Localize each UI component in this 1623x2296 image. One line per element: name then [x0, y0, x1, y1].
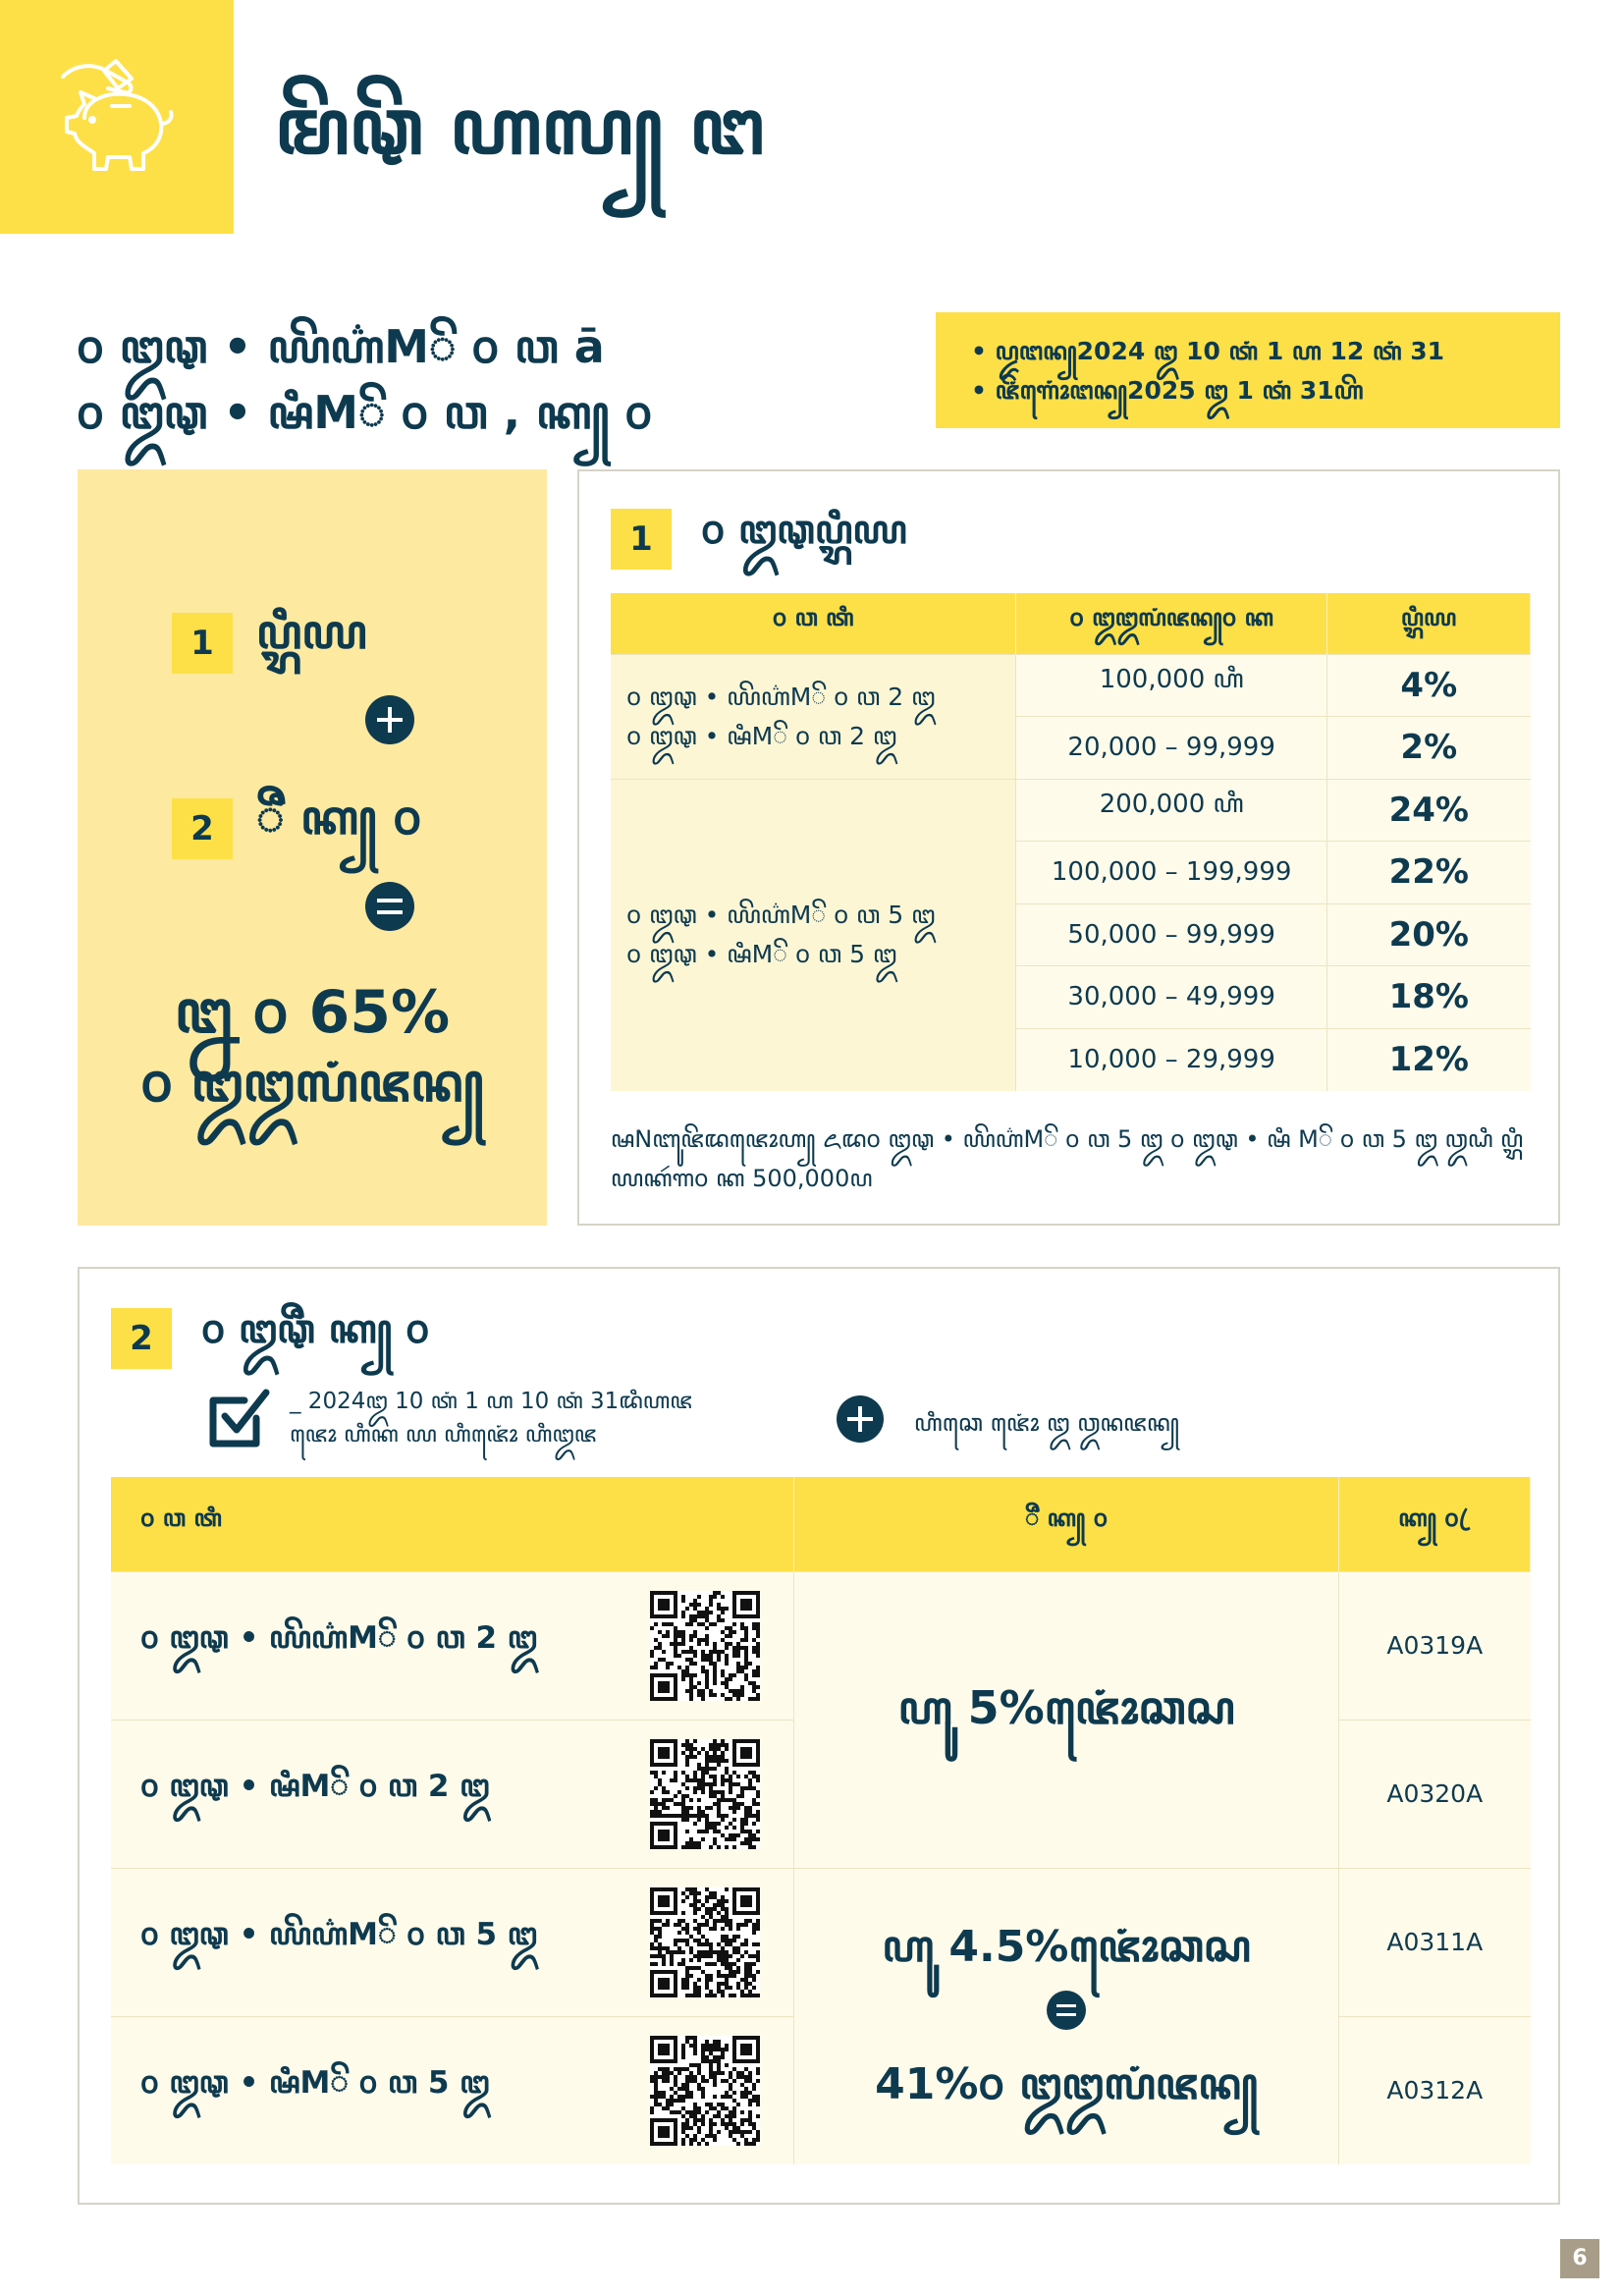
section-2-panel	[78, 1267, 1560, 2205]
product-rate-cell: ꦲꦸ 5%ꦗꦺꦴꦁꦕꦱ	[794, 1571, 1339, 1868]
section-2-title: ꧐ ꦈꦡꦶꦼ ꦏ꧀ ꧐	[201, 1307, 430, 1352]
table-row	[611, 654, 1531, 717]
equals-icon	[365, 882, 414, 931]
amount-cell: 200,000 ꦲꦶ	[1016, 779, 1327, 842]
condition-text: _ 2024ꦈ 10 ꦠꦁ 1 ꦲ 10 ꦠꦁ 31ꦢꦶꦲꦗ ꦗꦺꦴ ꦲꦶꦏ ꦪ ꦲꦶꦗꦺꦴꦁ ꦲꦶꦈꦗ	[290, 1389, 693, 1448]
amount-cell: 30,000 – 49,999	[1016, 966, 1327, 1029]
product-name-cell: ꧐ ꦈꦡ • ꦪꦼꦲ꦳Mꦼ ꧐ ꦮ 5 ꦈ	[111, 1868, 794, 2016]
qr-code-icon[interactable]	[650, 2036, 760, 2146]
table-row	[111, 1571, 1531, 1720]
rate-cell: 12%	[1327, 1028, 1531, 1091]
summary-item-2-label: ꦶꦼ ꦏ꧀ ꧐	[256, 791, 422, 846]
condition-extra-text: ꦲꦶꦕꦺ ꦗꦺꦴꦁ ꦈ ꦎꦤꦗꦤ꧀	[914, 1409, 1180, 1437]
summary-item-1-label: ꦥ꧀ꦫꦶꦪ	[256, 605, 367, 660]
summary-item-1-number: 1	[172, 613, 233, 674]
section-1-title: ꧐ ꦈꦡꦥ꧀ꦫꦶꦪ	[701, 508, 907, 553]
amount-cell: 100,000 ꦲꦶ	[1016, 654, 1327, 717]
page-title: ꦩꦼꦡꦼ ꦲꦭ꧀ ꦔ	[275, 83, 765, 172]
summary-panel	[78, 469, 547, 1226]
product-code-cell: A0319A	[1339, 1571, 1531, 1720]
section-2-heading	[111, 1298, 429, 1379]
table-row	[611, 779, 1531, 842]
page-number: 6	[1560, 2239, 1599, 2278]
rate-cell: 22%	[1327, 842, 1531, 904]
product-table	[111, 1477, 1531, 2164]
product-code-cell: A0311A	[1339, 1868, 1531, 2016]
rate-cell: 20%	[1327, 903, 1531, 966]
equals-icon	[1047, 1991, 1086, 2030]
product-name-cell: ꧐ ꦈꦡ • ꦪꦼꦲ꦳Mꦼ ꧐ ꦮ 2 ꦈ	[111, 1571, 794, 1720]
product-table-header-code: ꦏ꧀ ꧐ ꦿ	[1339, 1477, 1531, 1571]
period-line-1: • ꦥ꧀ꦢꦔꦤ꧀2024 ꦈ 10 ꦠꦁ 1 ꦲ 12 ꦠꦁ 31	[971, 337, 1445, 365]
amount-cell: 100,000 – 199,999	[1016, 842, 1327, 904]
period-line-2: • ꦗꦼꦁꦒꦺꦴꦁꦔꦤ꧀2025 ꦈ 1 ꦠꦁ 31ꦲꦼ	[971, 376, 1364, 405]
subtitle-line-1: ꧐ ꦈꦡ • ꦪꦼꦲ꦳Mꦼ ꧐ ꦮ ā	[77, 320, 605, 373]
product-name-cell: ꧐ ꦈꦡ • ꦰꦶMꦼ ꧐ ꦮ 2 ꦈ	[111, 1720, 794, 1868]
header-color-block	[0, 0, 234, 234]
rate-cell: 2%	[1327, 717, 1531, 780]
product-code-cell: A0312A	[1339, 2016, 1531, 2164]
product-code-cell: A0320A	[1339, 1720, 1531, 1868]
period-box	[936, 312, 1560, 428]
rate-cell: 18%	[1327, 966, 1531, 1029]
rate-table-header-rate: ꦥ꧀ꦫꦶꦪ	[1327, 593, 1531, 654]
amount-cell: 50,000 – 99,999	[1016, 903, 1327, 966]
product-rate-cell: ꦲꦸ 4.5%ꦗꦺꦴꦁꦕꦱ 41%꧐ ꦈꦈꦭꦁꦗꦤ꧀	[794, 1868, 1339, 2164]
plus-icon	[836, 1394, 885, 1444]
piggy-bank-coin-icon	[55, 55, 189, 189]
rate-table-header-amount: ꧐ ꦈꦈꦭꦁꦗꦤ꧀꧐ ꦏ	[1016, 593, 1327, 654]
product-name-cell: ꧐ ꦈꦡ • ꦰꦶMꦼ ꧐ ꦮ 5 ꦈ	[111, 2016, 794, 2164]
rate-footnote: ꦰNꦧꦸꦗꦼꦢꦗꦺꦴꦲ꧀ ꦌꦢ꧐ ꦈꦡ • ꦪꦼꦲ꦳Mꦼ ꧐ ꦮ 5 ꦈ ꧐ ꦈꦡ • ꦰꦶ Mꦼ ꧐ ꦮ 5 ꦈ ꦎꦝꦶ ꦥ꧀ꦫꦶꦪꦏꦂꦒ꧐ ꦏ 500,000ꦥ	[611, 1125, 1524, 1192]
rate-table	[611, 593, 1531, 1091]
section-1-panel	[577, 469, 1560, 1226]
section-2-number: 2	[111, 1308, 172, 1369]
product-table-header-rate: ꦶꦼ ꦏ꧀ ꧐	[794, 1477, 1339, 1571]
section-1-heading	[611, 499, 907, 579]
subtitle-line-2: ꧐ ꦈꦡ • ꦰꦶMꦼ ꧐ ꦮ , ꦏ꧀ ꧐	[77, 386, 653, 439]
amount-cell: 20,000 – 99,999	[1016, 717, 1327, 780]
amount-cell: 10,000 – 29,999	[1016, 1028, 1327, 1091]
qr-code-icon[interactable]	[650, 1739, 760, 1849]
product-table-header-type: ꧐ ꦮ ꦠꦶ	[111, 1477, 794, 1571]
rate-table-type-cell: ꧐ ꦈꦡ • ꦪꦼꦲ꦳Mꦼ ꧐ ꦮ 2 ꦈ ꧐ ꦈꦡ • ꦰꦶMꦼ ꧐ ꦮ 2 ꦈ	[611, 654, 1016, 779]
table-row	[111, 1868, 1531, 2016]
rate-table-header-type: ꧐ ꦮ ꦠꦶ	[611, 593, 1016, 654]
condition-row	[205, 1385, 692, 1451]
summary-result-label: ꧐ ꦈꦈꦭꦁꦗꦤ꧀	[140, 1052, 484, 1114]
summary-item-1	[172, 595, 367, 691]
qr-code-icon[interactable]	[650, 1887, 760, 1997]
rate-cell: 24%	[1327, 779, 1531, 842]
qr-code-icon[interactable]	[650, 1591, 760, 1701]
summary-result-rate: ꦊ ꧐ 65%	[174, 978, 451, 1047]
checkbox-checked-icon	[205, 1385, 272, 1451]
section-1-number: 1	[611, 509, 672, 570]
plus-icon	[365, 695, 414, 744]
rate-table-type-cell: ꧐ ꦈꦡ • ꦪꦼꦲ꦳Mꦼ ꧐ ꦮ 5 ꦈ ꧐ ꦈꦡ • ꦰꦶMꦼ ꧐ ꦮ 5 ꦈ	[611, 779, 1016, 1091]
summary-item-2-number: 2	[172, 798, 233, 859]
summary-item-2	[172, 781, 421, 877]
rate-cell: 4%	[1327, 654, 1531, 717]
